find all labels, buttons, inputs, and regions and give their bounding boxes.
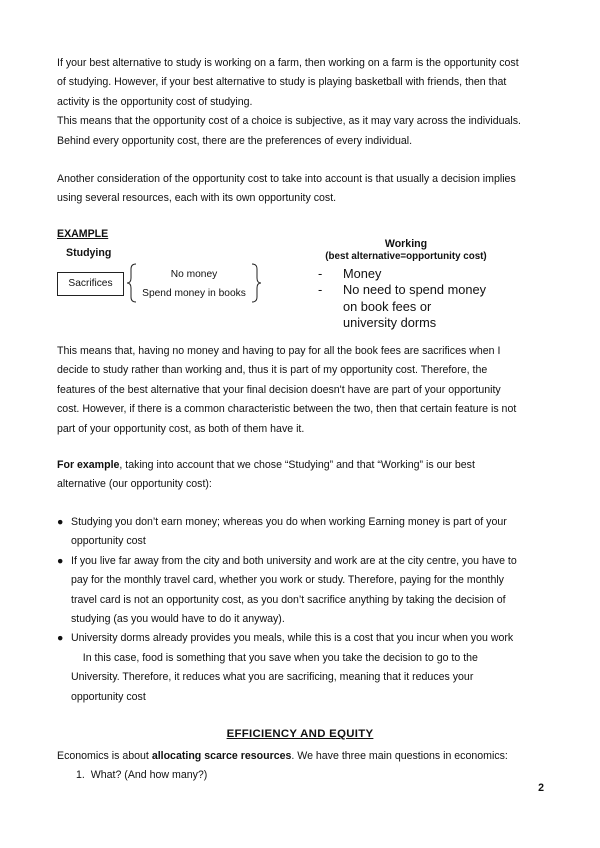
list-item: - No need to spend money <box>318 282 486 298</box>
working-subtitle: (best alternative=opportunity cost) <box>325 251 487 262</box>
paragraph-several-resources <box>57 170 544 209</box>
sacrifice-item: Spend money in books <box>142 288 246 299</box>
section-intro: Economics is about allocating scarce resources. We have three main questions in economics: <box>57 750 508 762</box>
text-line: For example, taking into account that we chose “Studying” and that “Working” is our best <box>57 459 475 471</box>
right-brace-icon <box>250 263 262 303</box>
sacrifice-list <box>136 265 252 303</box>
working-list <box>318 266 486 332</box>
text-line: part of your opportunity cost, as both of them have it. <box>57 422 305 435</box>
paragraph-sacrifices-explained <box>57 342 544 439</box>
page-number: 2 <box>538 782 544 794</box>
working-title: Working <box>384 238 428 250</box>
sacrifice-item: No money <box>170 269 218 280</box>
text-line: features of the best alternative that your final decision doesn't have are part of your opportunity <box>57 383 501 396</box>
list-item: 1. What? (And how many?) <box>76 769 208 781</box>
text-line: This means that, having no money and having to pay for all the book fees are sacrifices when I <box>57 345 501 357</box>
example-heading: EXAMPLE <box>57 228 109 240</box>
text-line: activity is the opportunity cost of studying. <box>57 95 253 108</box>
text-line: Behind every opportunity cost, there are the preferences of every individual. <box>57 134 413 147</box>
list-item: ● University dorms already provides you meals, while this is a cost that you incur when you work In this case, food is something that you save when you take the decision to go to the University. Therefore, it reduces what you are sacrificing, meaning that it reduces your opportunity cost <box>57 632 514 703</box>
text-line: cost. However, if there is a common characteristic between the two, then that certain feature is not <box>57 403 517 416</box>
text-line: alternative (our opportunity cost): <box>57 478 212 491</box>
paragraph-opportunity-cost-intro <box>57 54 544 151</box>
list-item: - Money <box>318 266 382 281</box>
paragraph-for-example <box>57 456 544 495</box>
studying-title: Studying <box>66 247 112 259</box>
section-title: EFFICIENCY AND EQUITY <box>226 728 374 740</box>
bullet-list <box>57 513 544 707</box>
numbered-list <box>76 766 207 785</box>
list-item: on book fees or <box>343 298 432 314</box>
text-line: If your best alternative to study is working on a farm, then working on a farm is the opportunity cost <box>57 57 519 69</box>
text-line: Another consideration of the opportunity cost to take into account is that usually a decision implies <box>57 173 516 185</box>
text-line: decide to study rather than working and, thus it is part of my opportunity cost. Therefore, the <box>57 364 488 377</box>
text-line: using several resources, each with its own opportunity cost. <box>57 192 337 205</box>
list-item: university dorms <box>343 315 437 331</box>
sacrifices-box: Sacrifices <box>57 272 124 296</box>
list-item: ● Studying you don’t earn money; whereas you do when working Earning money is part of your opportunity cost <box>57 516 507 548</box>
text-line: This means that the opportunity cost of a choice is subjective, as it may vary across the individuals. <box>57 115 521 128</box>
list-item: ● If you live far away from the city and both university and work are at the city centre, you have to pay for the monthly travel card, whether you work or study. Therefore, paying for the monthly travel card is not an opportunity cost, as you don’t sacrifice anything by taking the decision of studying (as you would have to do it anyway). <box>57 554 517 626</box>
text-line: of studying. However, if your best alternative to study is playing basketball with friends, then that <box>57 76 507 89</box>
